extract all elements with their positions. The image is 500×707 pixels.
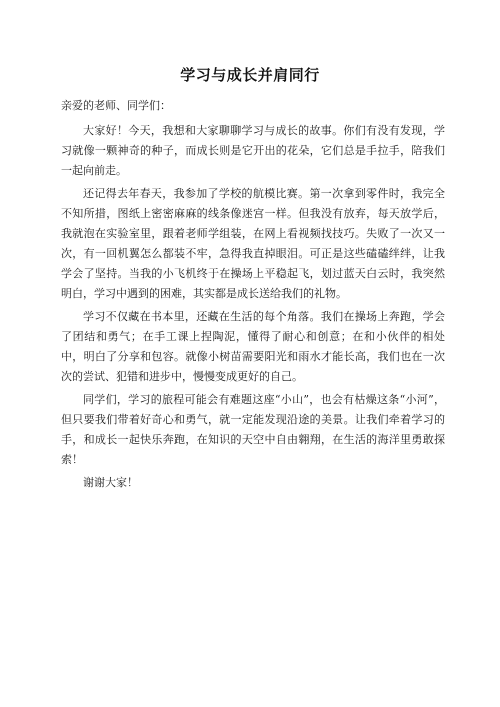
- paragraph-model-plane-story: 还记得去年春天，我参加了学校的航模比赛。第一次拿到零件时，我完全不知所措，图纸上密密麻麻的线条像迷宫一样。但我没有放弃，每天放学后，我就泡在实验室里，跟着老师学组装，在网上看视频找技巧。失败了一次又一次，有一回机翼怎么都装不牢，急得我直掉眼泪。可正是这些磕磕绊绊，让我学会了坚持。当我的小飞机终于在操场上平稳起飞，划过蓝天白云时，我突然明白，学习中遇到的困难，其实都是成长送给我们的礼物。: [61, 187, 445, 300]
- closing-line: 谢谢大家！: [83, 476, 138, 489]
- document-body: [61, 96, 445, 496]
- greeting: 亲爱的老师、同学们：: [61, 99, 171, 112]
- paragraph-opening: 大家好！今天，我想和大家聊聊学习与成长的故事。你们有没有发现，学习就像一颗神奇的种子，而成长则是它开出的花朵，它们总是手拉手，陪我们一起向前走。: [61, 124, 445, 177]
- paragraph-learning-in-life: 学习不仅藏在书本里，还藏在生活的每个角落。我们在操场上奔跑，学会了团结和勇气；在手工课上捏陶泥，懂得了耐心和创意；在和小伙伴的相处中，明白了分享和包容。就像小树苗需要阳光和雨水才能长高，我们也在一次次的尝试、犯错和进步中，慢慢变成更好的自己。: [61, 310, 445, 383]
- document-title: 学习与成长并肩同行: [180, 66, 320, 84]
- paragraph-encouragement: 同学们，学习的旅程可能会有难题这座“小山”，也会有枯燥这条“小河”，但只要我们带着好奇心和勇气，就一定能发现沿途的美景。让我们牵着学习的手，和成长一起快乐奔跑，在知识的天空中自由翱翔，在生活的海洋里勇敢探索！: [61, 393, 445, 466]
